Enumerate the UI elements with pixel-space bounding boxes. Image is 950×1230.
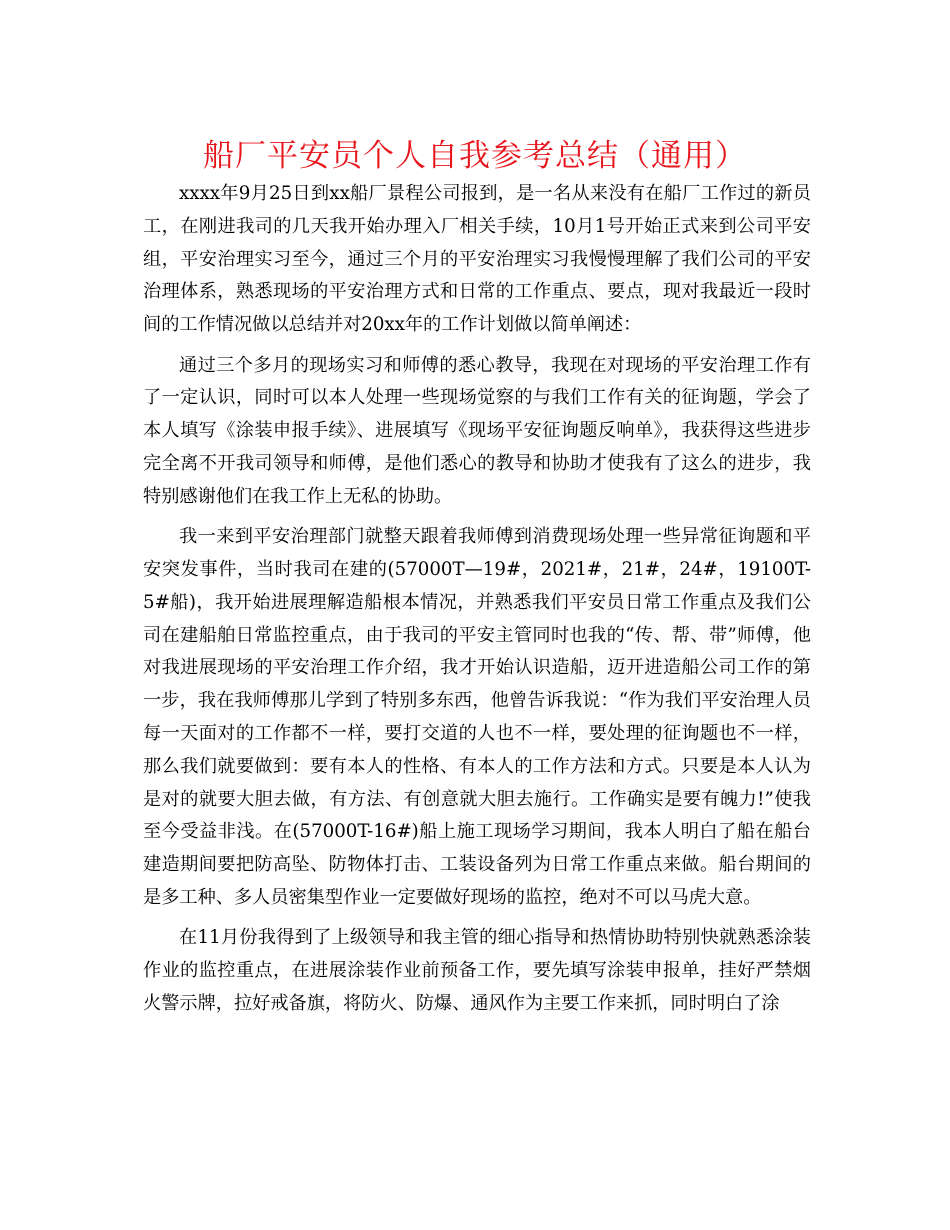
document-body bbox=[143, 178, 811, 1028]
document-title: 船厂平安员个人自我参考总结（通用） bbox=[203, 138, 747, 174]
paragraph-2: 通过三个多月的现场实习和师傅的悉心教导，我现在对现场的平安治理工作有了一定认识，同时可以本人处理一些现场觉察的与我们工作有关的征询题，学会了本人填写《涂装申报手续》、进展填写《现场平安征询题反响单》，我获得这些进步完全离不开我司领导和师傅，是他们悉心的教导和协助才使我有了这么的进步，我特别感谢他们在我工作上无私的协助。 bbox=[143, 354, 811, 507]
paragraph-1: xxxx年9月25日到xx船厂景程公司报到，是一名从来没有在船厂工作过的新员工，在刚进我司的几天我开始办理入厂相关手续，10月1号开始正式来到公司平安组，平安治理实习至今，通过三个月的平安治理实习我慢慢理解了我们公司的平安治理体系，熟悉现场的平安治理方式和日常的工作重点、要点，现对我最近一段时间的工作情况做以总结并对20xx年的工作计划做以简单阐述： bbox=[143, 183, 811, 336]
paragraph-3: 我一来到平安治理部门就整天跟着我师傅到消费现场处理一些异常征询题和平安突发事件，当时我司在建的(57000T—19#，2021#，21#，24#，19100T-5#船)，我开始进展理解造船根本情况，并熟悉我们平安员日常工作重点及我们公司在建船舶日常监控重点，由于我司的平安主管同时也我的“传、帮、带”师傅，他对我进展现场的平安治理工作介绍，我才开始认识造船，迈开进造船公司工作的第一步，我在我师傅那儿学到了特别多东西，他曾告诉我说：“作为我们平安治理人员每一天面对的工作都不一样，要打交道的人也不一样，要处理的征询题也不一样，那么我们就要做到：要有本人的性格、有本人的工作方法和方式。只要是本人认为是对的就要大胆去做，有方法、有创意就大胆去施行。工作确实是要有魄力!”使我至今受益非浅。在(57000T-16#)船上施工现场学习期间，我本人明白了船在船台建造期间要把防高坠、防物体打击、工装设备列为日常工作重点来做。船台期间的是多工种、多人员密集型作业一定要做好现场的监控，绝对不可以马虎大意。 bbox=[143, 526, 811, 908]
paragraph-4: 在11月份我得到了上级领导和我主管的细心指导和热情协助特别快就熟悉涂装作业的监控重点，在进展涂装作业前预备工作，要先填写涂装申报单，挂好严禁烟火警示牌，拉好戒备旗，将防火、防爆、通风作为主要工作来抓，同时明白了涂 bbox=[143, 927, 811, 1014]
